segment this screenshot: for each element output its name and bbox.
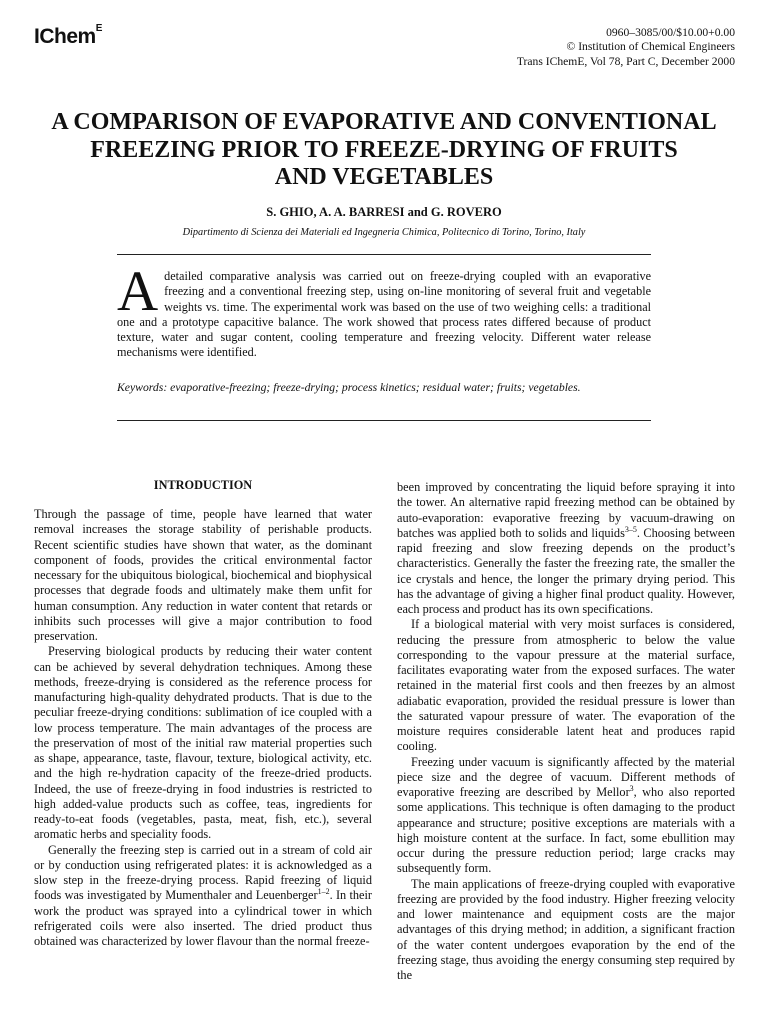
affiliation: Dipartimento di Scienza dei Materiali ed Ingegneria Chimica, Politecnico di Torino, Torino, Italy (182, 227, 586, 238)
ichem-logo (34, 23, 102, 48)
abstract-text: detailed comparative analysis was carried out on freeze-drying coupled with an evaporative freezing and a conventional freezing step, using on-line monitoring of several fruit and vegetable weights vs. time. The experimental work was based on the use of two weighing cells: a traditional one and a prototype capacitive balance. The work showed that process rates differed because of product texture, water and sugar content, cooling temperature and freezing velocity. Different water release mechanisms were identified. (117, 269, 651, 360)
logo-text: IChem (34, 25, 96, 48)
paragraph: Preserving biological products by reducing their water content can be achieved by several dehydration techniques. Among these methods, freeze-drying is considered as the reference process for manufacturing high-quality dehydrated products. That is due to the peculiar freeze-drying conditions: sublimation of ice coupled with a low process temperature. The main advantages of the process are the preservation of most of the initial raw material properties such as shape, appearance, taste, flavour, texture, biological activity, etc. and the high re-hydration capacity of the freeze-dried products. Indeed, the use of freeze-drying in food industries is restricted to high added-value products such as coffee, teas, ingredients for ready-to-eat foods (vegetables, pasta, meat, fish, etc.), several aromatic herbs and speciality foods. (34, 644, 372, 842)
paper-title (20, 109, 748, 192)
journal-citation: Trans IChemE, Vol 78, Part C, December 2000 (516, 54, 735, 68)
title-line-1: A COMPARISON OF EVAPORATIVE AND CONVENTIONAL (51, 109, 717, 135)
author-list: S. GHIO, A. A. BARRESI and G. ROVERO (266, 205, 502, 219)
paragraph-text: . In their work the product was sprayed into a cylindrical tower in which refrigerated coils were also inserted. The dried product thus obtained was characterized by lower flavour than the normal freeze- (34, 888, 372, 948)
paragraph: If a biological material with very moist surfaces is considered, reducing the pressure from atmospheric to below the value corresponding to the vapour pressure at the material surface, facilitates evaporating water from the exposed surfaces. The water retained in the material first cools and then freezes by an almost adiabatic evaporation, provided the residual pressure is lower than the saturated vapour pressure of water. The evaporation of the moisture requires considerable latent heat and produces rapid cooling. (397, 617, 735, 754)
paragraph: Through the passage of time, people have learned that water removal increases the storage stability of perishable products. Recent scientific studies have shown that water, as the dominant component of foods, provides the critical environmental factor necessary for the ubiquitous biological, biochemical and biophysical processes that degrade foods and ultimately make them unfit for human consumption. Any reduction in water content that retards or inhibits such processes will give a major contribution to food preservation. (34, 507, 372, 643)
publication-info (517, 26, 735, 69)
left-column (34, 478, 372, 949)
paragraph (397, 480, 735, 617)
title-line-2: FREEZING PRIOR TO FREEZE-DRYING OF FRUITS (90, 136, 678, 163)
abstract-bottom-rule (117, 420, 651, 421)
abstract-top-rule (117, 254, 651, 255)
paragraph-text: Generally the freezing step is carried out in a stream of cold air or by conduction using refrigerated plates: it is acknowledged as a slow step in the freeze-drying process. Rapid freezing of liquid foods was investigated by Mumenthaler and Leuenberger (34, 842, 372, 903)
title-line-3: AND VEGETABLES (274, 164, 494, 190)
paragraph (34, 843, 372, 950)
paragraph-text: been improved by concentrating the liquid before spraying it into the tower. An alternative rapid freezing method can be obtained by auto-evaporation: evaporative freezing by vacuum-drawing on batches was applied both to solids and liquids (397, 480, 735, 540)
paragraph: The main applications of freeze-drying coupled with evaporative freezing are provided by the food industry. Higher freezing velocity and lower maintenance and equipment costs are the major advantages of this drying method; in addition, a significant fraction of the water content undergoes evaporation by the end of the freezing stage, thus avoiding the energy consuming step required by the (397, 876, 735, 982)
paragraph (397, 755, 735, 877)
issn-price: 0960–3085/00/$10.00+0.00 (606, 26, 735, 39)
paragraph-text: . Choosing between rapid freezing and slow freezing depends on the product’s characteristics. Generally the faster the freezing rate, the smaller the ice crystals and hence, the longer the primary drying period. This has the advantage of giving a higher final product quality. However, each process and product has its own specifications. (397, 525, 735, 616)
citation-ref: 3 (629, 783, 634, 793)
abstract (117, 260, 651, 361)
section-heading-introduction: INTRODUCTION (153, 478, 253, 492)
logo-superscript: E (95, 23, 102, 34)
keywords: Keywords: evaporative-freezing; freeze-drying; process kinetics; residual water; fruits; vegetables. (117, 381, 581, 394)
paragraph-text: Freezing under vacuum is significantly affected by the material piece size and the degree of vacuum. Different methods of evaporative freezing are described by Mellor (397, 754, 735, 799)
right-column (397, 480, 735, 983)
abstract-drop-cap: A (117, 260, 159, 323)
citation-ref: 3–5 (624, 524, 637, 534)
copyright-line: © Institution of Chemical Engineers (566, 40, 735, 54)
citation-ref: 1–2 (317, 887, 330, 897)
paragraph-text: , who also reported some applications. This technique is often damaging to the product appearance and structure; positive exceptions are materials with a high moisture content at the surface. In fact, some ebullition may occur during the pressure reduction period; large cracks may subsequently form. (397, 785, 735, 876)
